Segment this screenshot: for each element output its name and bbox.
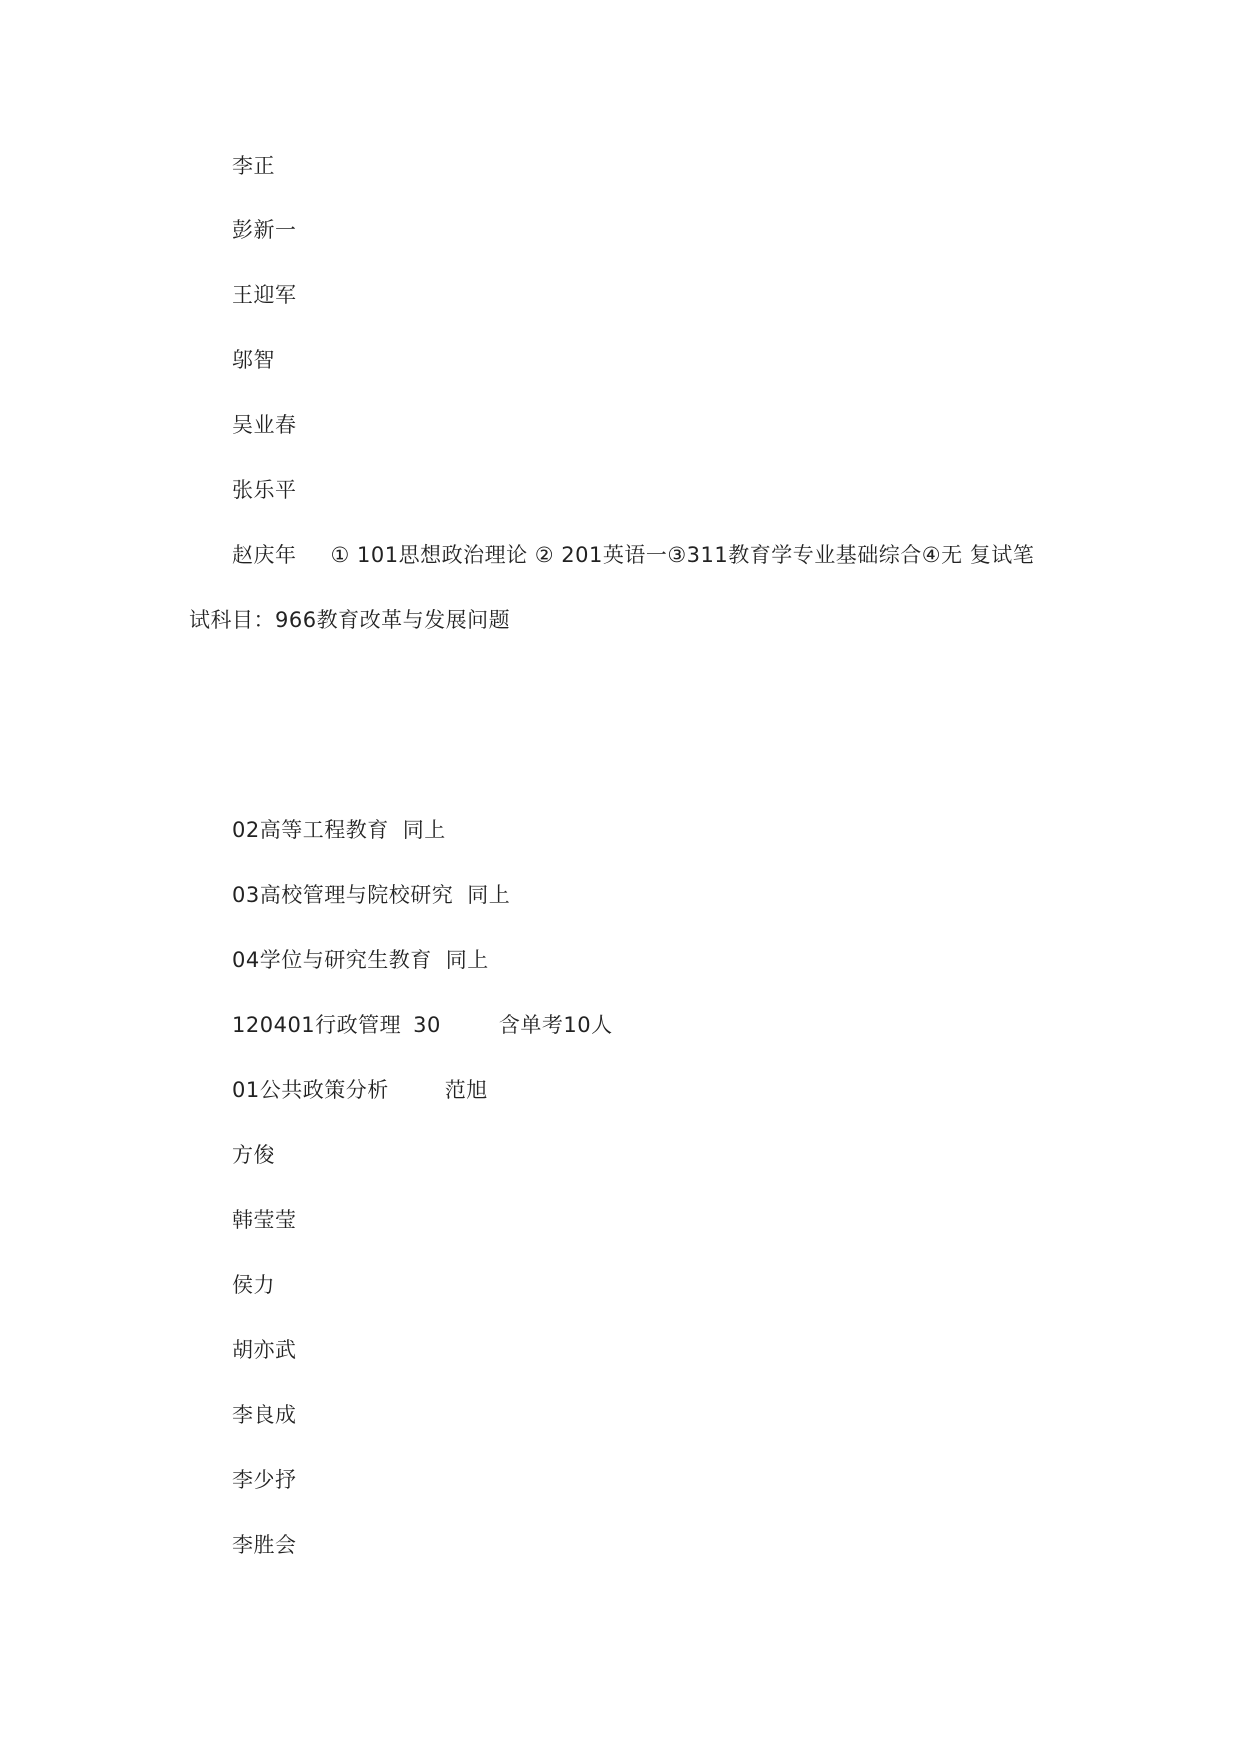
research-direction-line xyxy=(232,881,510,909)
advisor-name: 邬智 xyxy=(232,348,275,372)
direction-code-name: 04学位与研究生教育 xyxy=(232,948,432,972)
direction-code-name: 01公共政策分析 xyxy=(232,1078,389,1102)
advisor-name: 张乐平 xyxy=(232,478,297,502)
exam-subjects: ① 101思想政治理论 ② 201英语一③311教育学专业基础综合④无 复试笔 xyxy=(330,543,1035,567)
enrollment-quota: 30 xyxy=(413,1013,441,1037)
advisor-name: 赵庆年 xyxy=(232,543,297,567)
direction-code-name: 03高校管理与院校研究 xyxy=(232,883,454,907)
research-direction-line xyxy=(232,816,446,844)
direction-note: 同上 xyxy=(445,948,489,972)
advisor-name: 李正 xyxy=(232,154,275,178)
advisor-name: 李胜会 xyxy=(232,1533,297,1557)
direction-note: 同上 xyxy=(402,818,446,842)
advisor-name: 侯力 xyxy=(232,1273,275,1297)
research-direction-line xyxy=(232,1076,488,1104)
advisor-name: 范旭 xyxy=(444,1078,488,1102)
exam-subjects-continuation: 试科目：966教育改革与发展问题 xyxy=(189,608,511,632)
exam-subjects-line xyxy=(232,541,1034,569)
quota-remark: 含单考10人 xyxy=(498,1013,613,1037)
research-direction-line xyxy=(232,946,489,974)
major-line xyxy=(232,1011,613,1039)
advisor-name: 韩莹莹 xyxy=(232,1208,297,1232)
advisor-name: 彭新一 xyxy=(232,218,297,242)
advisor-name: 吴业春 xyxy=(232,413,297,437)
advisor-name: 王迎军 xyxy=(232,283,297,307)
direction-note: 同上 xyxy=(467,883,511,907)
major-code-name: 120401行政管理 xyxy=(232,1013,402,1037)
advisor-name: 胡亦武 xyxy=(232,1338,297,1362)
advisor-name: 方俊 xyxy=(232,1143,275,1167)
advisor-name: 李少抒 xyxy=(232,1468,297,1492)
advisor-name: 李良成 xyxy=(232,1403,297,1427)
direction-code-name: 02高等工程教育 xyxy=(232,818,389,842)
